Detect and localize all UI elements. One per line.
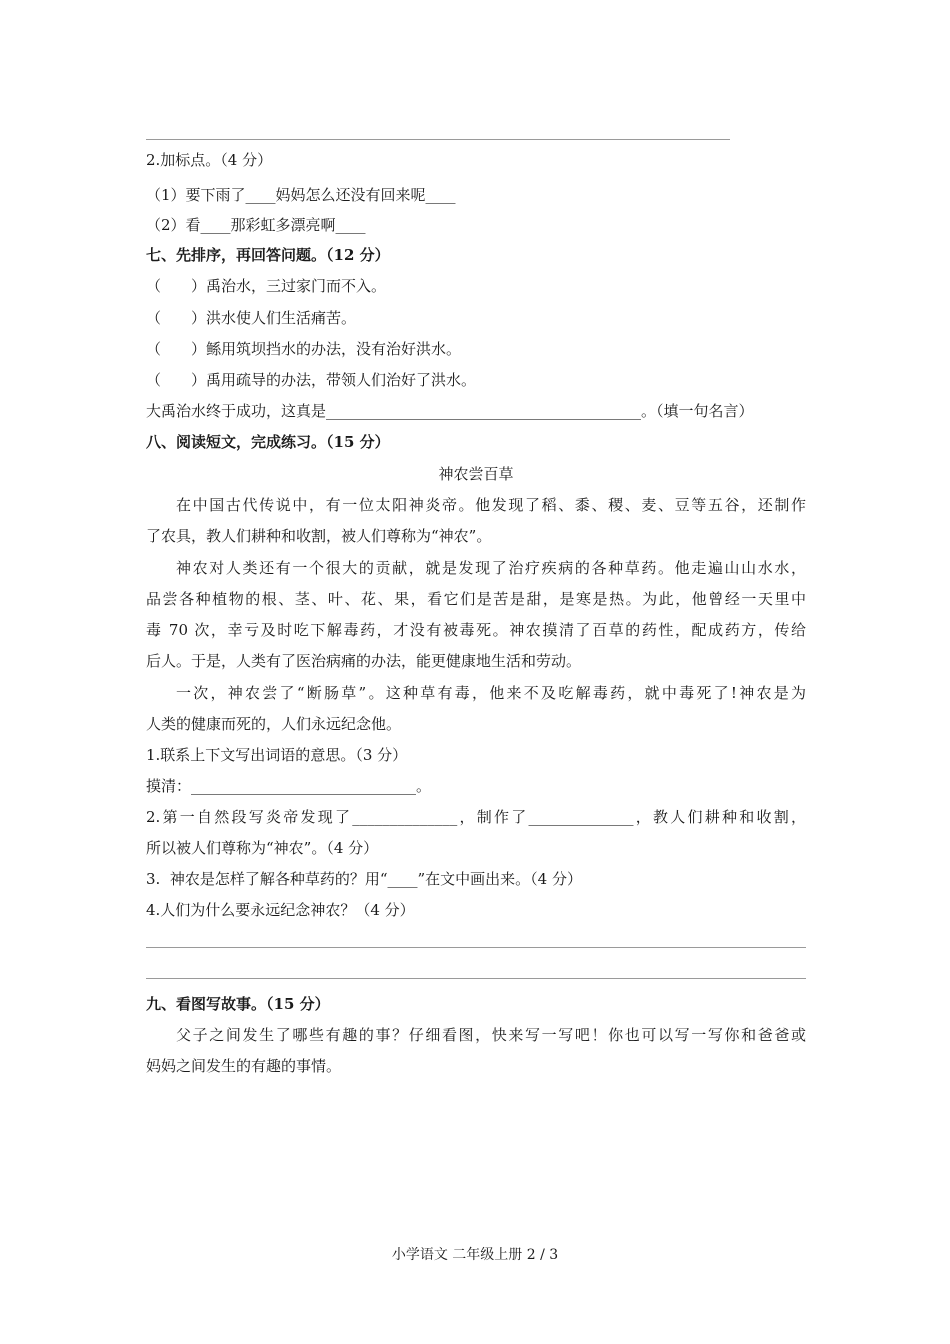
q8-sub2-cont: 所以被人们尊称为“神农”。（4 分） — [146, 839, 379, 857]
passage-line: 后人。于是，人类有了医治病痛的办法，能更健康地生活和劳动。 — [146, 652, 582, 670]
passage-title: 神农尝百草 — [438, 465, 514, 483]
q8-sub1: 1.联系上下文写出词语的意思。（3 分） — [146, 746, 408, 764]
q7-item: （ ）禹用疏导的办法，带领人们治好了洪水。 — [146, 371, 477, 389]
passage-line: 在中国古代传说中，有一位太阳神炎帝。他发现了稻、黍、稷、麦、豆等五谷，还制作 — [176, 496, 806, 514]
q7-question: 大禹治水终于成功，这真是__________________________________________。（填一句名言） — [146, 402, 754, 420]
passage-line: 人类的健康而死的，人们永远纪念他。 — [146, 715, 402, 733]
q7-item: （ ）鲧用筑坝挡水的办法，没有治好洪水。 — [146, 340, 462, 358]
passage-line: 毒 70 次，幸亏及时吃下解毒药，才没有被毒死。神农摸清了百草的药性，配成药方，传给 — [146, 621, 806, 639]
q7-item: （ ）洪水使人们生活痛苦。 — [146, 309, 357, 327]
q9-prompt-cont: 妈妈之间发生的有趣的事情。 — [146, 1057, 342, 1075]
passage-line: 一次，神农尝了“断肠草”。这种草有毒，他来不及吃解毒药，就中毒死了!神农是为 — [176, 684, 806, 702]
q8-title: 八、阅读短文，完成练习。（15 分） — [146, 433, 390, 451]
q9-prompt: 父子之间发生了哪些有趣的事？仔细看图，快来写一写吧！你也可以写一写你和爸爸或 — [176, 1026, 806, 1044]
passage-line: 神农对人类还有一个很大的贡献，就是发现了治疗疾病的各种草药。他走遍山山水水， — [176, 559, 806, 577]
passage-line: 了农具，教人们耕种和收割，被人们尊称为“神农”。 — [146, 527, 492, 545]
q9-title: 九、看图写故事。（15 分） — [146, 995, 330, 1013]
answer-line — [146, 139, 730, 140]
q7-title: 七、先排序，再回答问题。（12 分） — [146, 246, 390, 264]
q6-2-title: 2.加标点。（4 分） — [146, 151, 273, 169]
q8-sub3: 3. 神农是怎样了解各种草药的？用“____”在文中画出来。（4 分） — [146, 870, 582, 888]
q8-sub2: 2.第一自然段写炎帝发现了______________，制作了______________，教人们耕种和收割， — [146, 808, 806, 826]
q8-sub1-answer: 摸清：______________________________。 — [146, 777, 432, 795]
page-footer: 小学语文 二年级上册 2 / 3 — [391, 1247, 559, 1263]
answer-line — [146, 978, 806, 979]
q8-sub4: 4.人们为什么要永远纪念神农？（4 分） — [146, 901, 415, 919]
q6-2-item-2: （2）看____那彩虹多漂亮啊____ — [146, 216, 366, 234]
passage-line: 品尝各种植物的根、茎、叶、花、果，看它们是苦是甜，是寒是热。为此，他曾经一天里中 — [146, 590, 806, 608]
answer-line — [146, 947, 806, 948]
q6-2-item-1: （1）要下雨了____妈妈怎么还没有回来呢____ — [146, 186, 456, 204]
q7-item: （ ）禹治水，三过家门而不入。 — [146, 277, 387, 295]
